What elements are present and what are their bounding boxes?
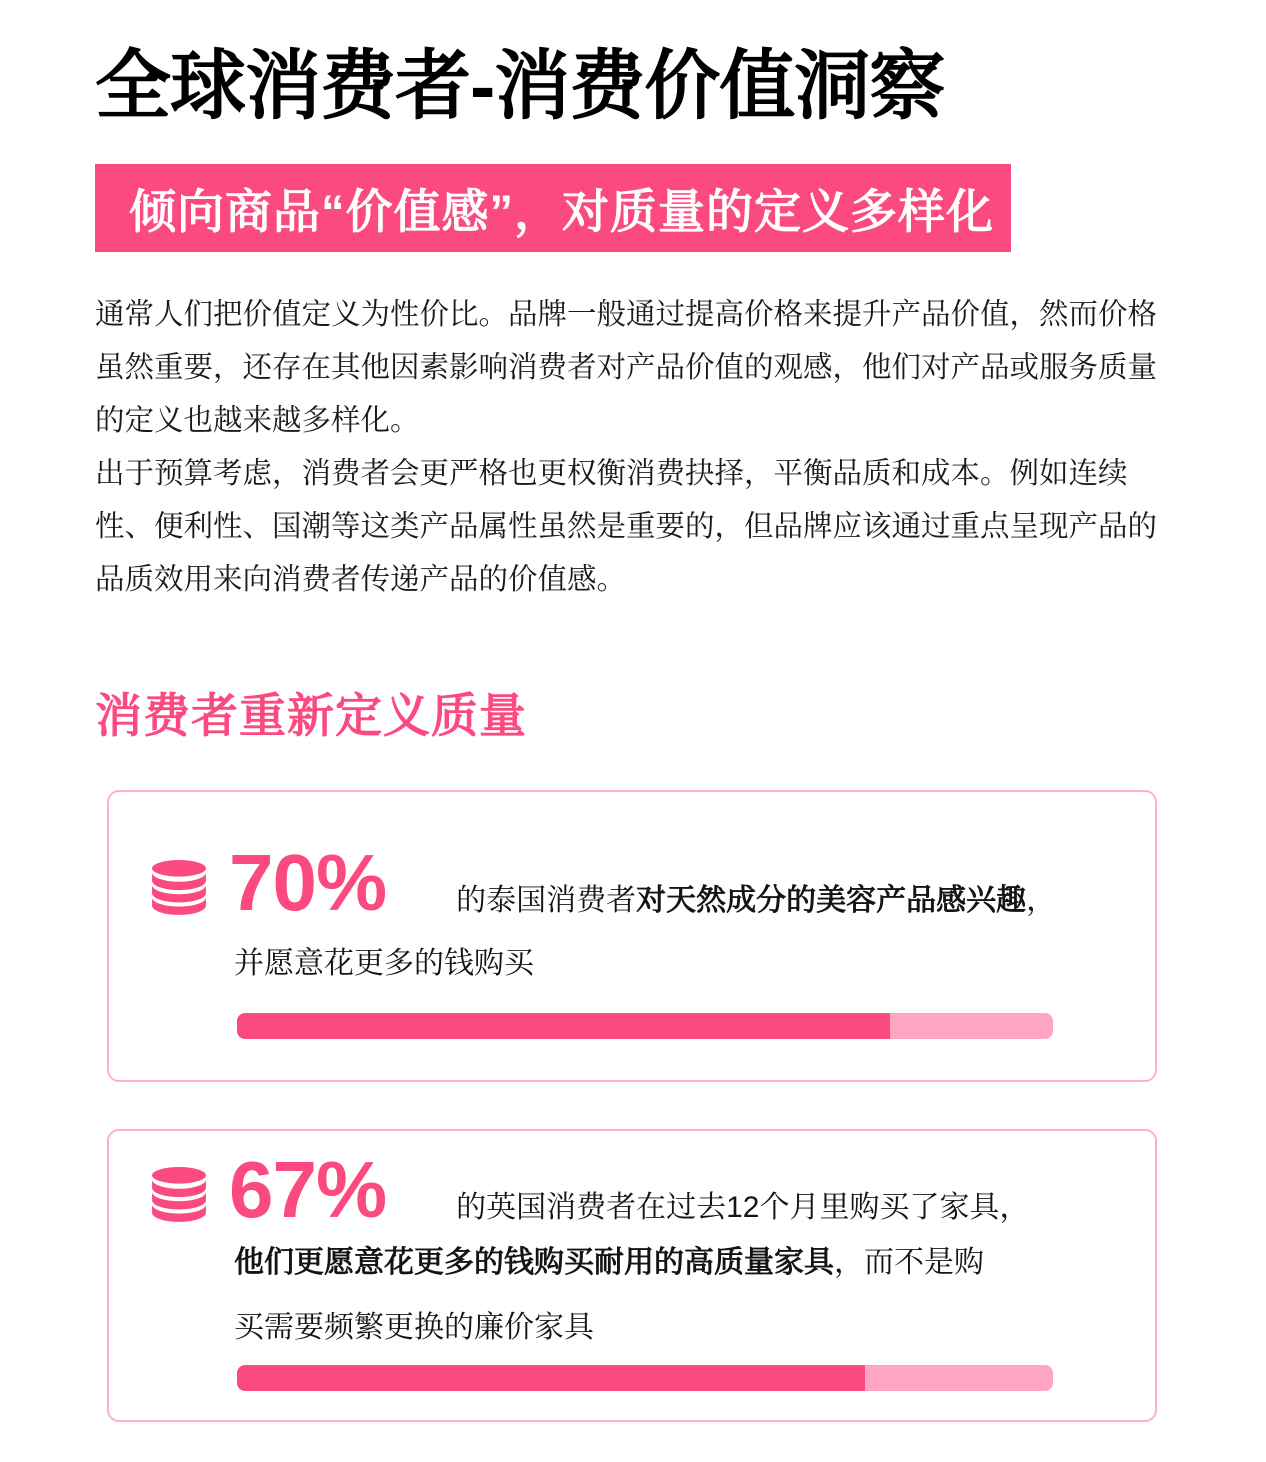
page-title: 全球消费者-消费价值洞察 xyxy=(95,44,945,129)
text-bold: 对天然成分的美容产品感兴趣 xyxy=(636,884,1027,917)
text-regular: 的泰国消费者 xyxy=(456,884,637,917)
progress-bar-fill xyxy=(237,1365,865,1391)
text-tail: ， xyxy=(1026,884,1057,917)
stat-description-line-2 xyxy=(234,948,1155,980)
stat-description-line-1 xyxy=(456,1191,1029,1225)
text-regular: 买需要频繁更换的廉价家具 xyxy=(234,1311,594,1344)
subtitle-banner xyxy=(95,164,1011,252)
text-bold: 他们更愿意花更多的钱购买耐用的高质量家具 xyxy=(234,1246,834,1279)
intro-paragraph-1: 通常人们把价值定义为性价比。品牌一般通过提高价格来提升产品价值，然而价格虽然重要，还存在其他因素影响消费者对产品价值的观感，他们对产品或服务质量的定义也越来越多样化。 xyxy=(95,298,1158,437)
text-regular: 并愿意花更多的钱购买 xyxy=(234,947,534,980)
subtitle-text: 倾向商品“价值感”，对质量的定义多样化 xyxy=(129,184,994,238)
progress-bar-fill xyxy=(237,1013,890,1039)
intro-paragraph-2: 出于预算考虑，消费者会更严格也更权衡消费抉择，平衡品质和成本。例如连续性、便利性、国潮等这类产品属性虽然是重要的，但品牌应该通过重点呈现产品的品质效用来向消费者传递产品的价值感。 xyxy=(95,457,1158,596)
stat-row xyxy=(109,838,1155,927)
coin-stack-icon xyxy=(150,860,208,918)
text-regular: 的英国消费者在过去12个月里购买了家具， xyxy=(456,1191,1030,1224)
text-tail: ，而不是购 xyxy=(834,1246,984,1279)
stat-description-line-1 xyxy=(456,884,1056,918)
stat-value: 70% xyxy=(229,838,387,927)
intro-paragraphs xyxy=(95,288,1157,606)
stat-card-uk xyxy=(107,1129,1157,1422)
stat-row xyxy=(109,1145,1155,1234)
progress-bar xyxy=(237,1013,1053,1039)
stat-description-line-2 xyxy=(234,1247,1155,1279)
stat-value: 67% xyxy=(229,1145,387,1234)
stat-card-thailand xyxy=(107,790,1157,1082)
stat-description-line-3 xyxy=(234,1312,1155,1344)
coin-stack-icon xyxy=(150,1167,208,1225)
section-heading: 消费者重新定义质量 xyxy=(95,689,527,742)
progress-bar xyxy=(237,1365,1053,1391)
